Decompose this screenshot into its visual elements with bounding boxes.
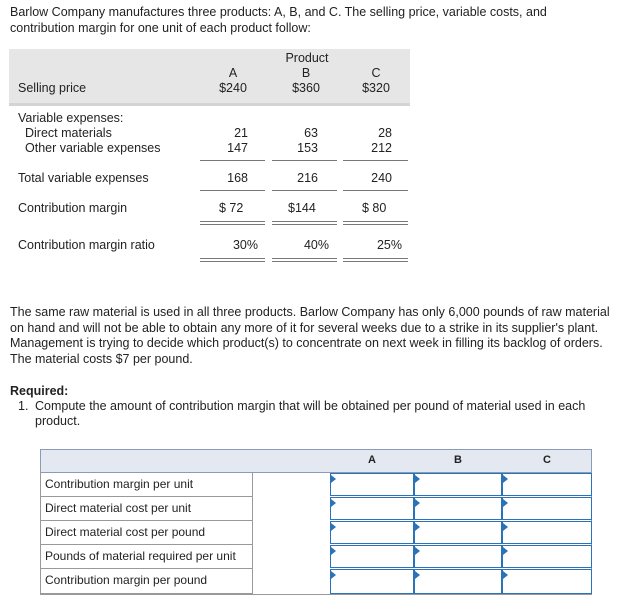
input-cm-per-unit-b[interactable] — [414, 473, 502, 496]
other-variable-c: 212 — [371, 141, 392, 155]
total-variable-c: 240 — [371, 171, 392, 185]
input-cm-per-pound-b[interactable] — [414, 569, 502, 594]
cm-ratio-a: 30% — [232, 238, 258, 252]
selling-price-a: $240 — [219, 81, 247, 95]
col-header-c: C — [371, 66, 381, 80]
input-cm-per-unit-a[interactable] — [330, 473, 414, 496]
input-pounds-per-unit-c[interactable] — [502, 545, 592, 568]
input-dm-cost-per-unit-b[interactable] — [414, 497, 502, 520]
selling-price-c: $320 — [362, 81, 390, 95]
contribution-margin-b: $144 — [288, 201, 316, 215]
direct-materials-label: Direct materials — [25, 126, 112, 140]
answer-row-label-cm-per-unit: Contribution margin per unit — [40, 473, 253, 497]
contribution-margin-c: $ 80 — [362, 201, 387, 215]
input-pounds-per-unit-a[interactable] — [330, 545, 414, 568]
cm-ratio-label: Contribution margin ratio — [18, 238, 155, 252]
question-number: 1. — [18, 399, 29, 413]
answer-table — [40, 449, 592, 595]
cm-ratio-b: 40% — [303, 238, 329, 252]
answer-col-c: C — [543, 454, 551, 466]
input-cm-per-unit-c[interactable] — [502, 473, 592, 496]
input-dm-cost-per-pound-b[interactable] — [414, 521, 502, 544]
product-header: Product — [285, 51, 329, 65]
required-heading: Required: — [10, 384, 69, 398]
col-header-a: A — [228, 66, 238, 80]
direct-materials-a: 21 — [234, 126, 248, 140]
question-text: Compute the amount of contribution margin that will be obtained per pound of material used in each product. — [35, 399, 586, 428]
direct-materials-c: 28 — [378, 126, 392, 140]
total-variable-label: Total variable expenses — [18, 171, 149, 185]
total-variable-b: 216 — [297, 171, 318, 185]
answer-row-label-pounds-per-unit: Pounds of material required per unit — [40, 545, 253, 569]
answer-col-a: A — [368, 454, 376, 466]
other-variable-label: Other variable expenses — [25, 141, 161, 155]
answer-row-label-dm-cost-per-unit: Direct material cost per unit — [40, 497, 253, 521]
answer-row-label-cm-per-pound: Contribution margin per pound — [40, 569, 253, 594]
input-cm-per-pound-c[interactable] — [502, 569, 592, 594]
contribution-margin-a: $ 72 — [219, 201, 244, 215]
other-variable-a: 147 — [227, 141, 248, 155]
variable-expenses-heading: Variable expenses: — [18, 111, 124, 125]
total-variable-a: 168 — [227, 171, 248, 185]
input-dm-cost-per-pound-a[interactable] — [330, 521, 414, 544]
selling-price-b: $360 — [292, 81, 320, 95]
input-cm-per-pound-a[interactable] — [330, 569, 414, 594]
input-dm-cost-per-unit-c[interactable] — [502, 497, 592, 520]
input-dm-cost-per-unit-a[interactable] — [330, 497, 414, 520]
cm-ratio-c: 25% — [376, 238, 402, 252]
direct-materials-b: 63 — [304, 126, 318, 140]
selling-price-label: Selling price — [18, 81, 87, 95]
intro-paragraph: Barlow Company manufactures three products: A, B, and C. The selling price, variable costs, and contribution margin for one unit of each product follow: — [10, 5, 547, 35]
answer-row-label-dm-cost-per-pound: Direct material cost per pound — [40, 521, 253, 545]
other-variable-b: 153 — [297, 141, 318, 155]
col-header-b: B — [301, 66, 311, 80]
input-pounds-per-unit-b[interactable] — [414, 545, 502, 568]
contribution-margin-label: Contribution margin — [18, 201, 128, 215]
answer-col-b: B — [454, 454, 462, 466]
input-dm-cost-per-pound-c[interactable] — [502, 521, 592, 544]
scenario-paragraph: The same raw material is used in all three products. Barlow Company has only 6,000 pounds of raw material on hand and will not be able to obtain any more of it for several weeks due to a strike in its supplier's plant. Management is trying to decide which product(s) to concentrate on next week in filling its backlog of orders. The material costs $7 per pound. — [10, 305, 610, 366]
